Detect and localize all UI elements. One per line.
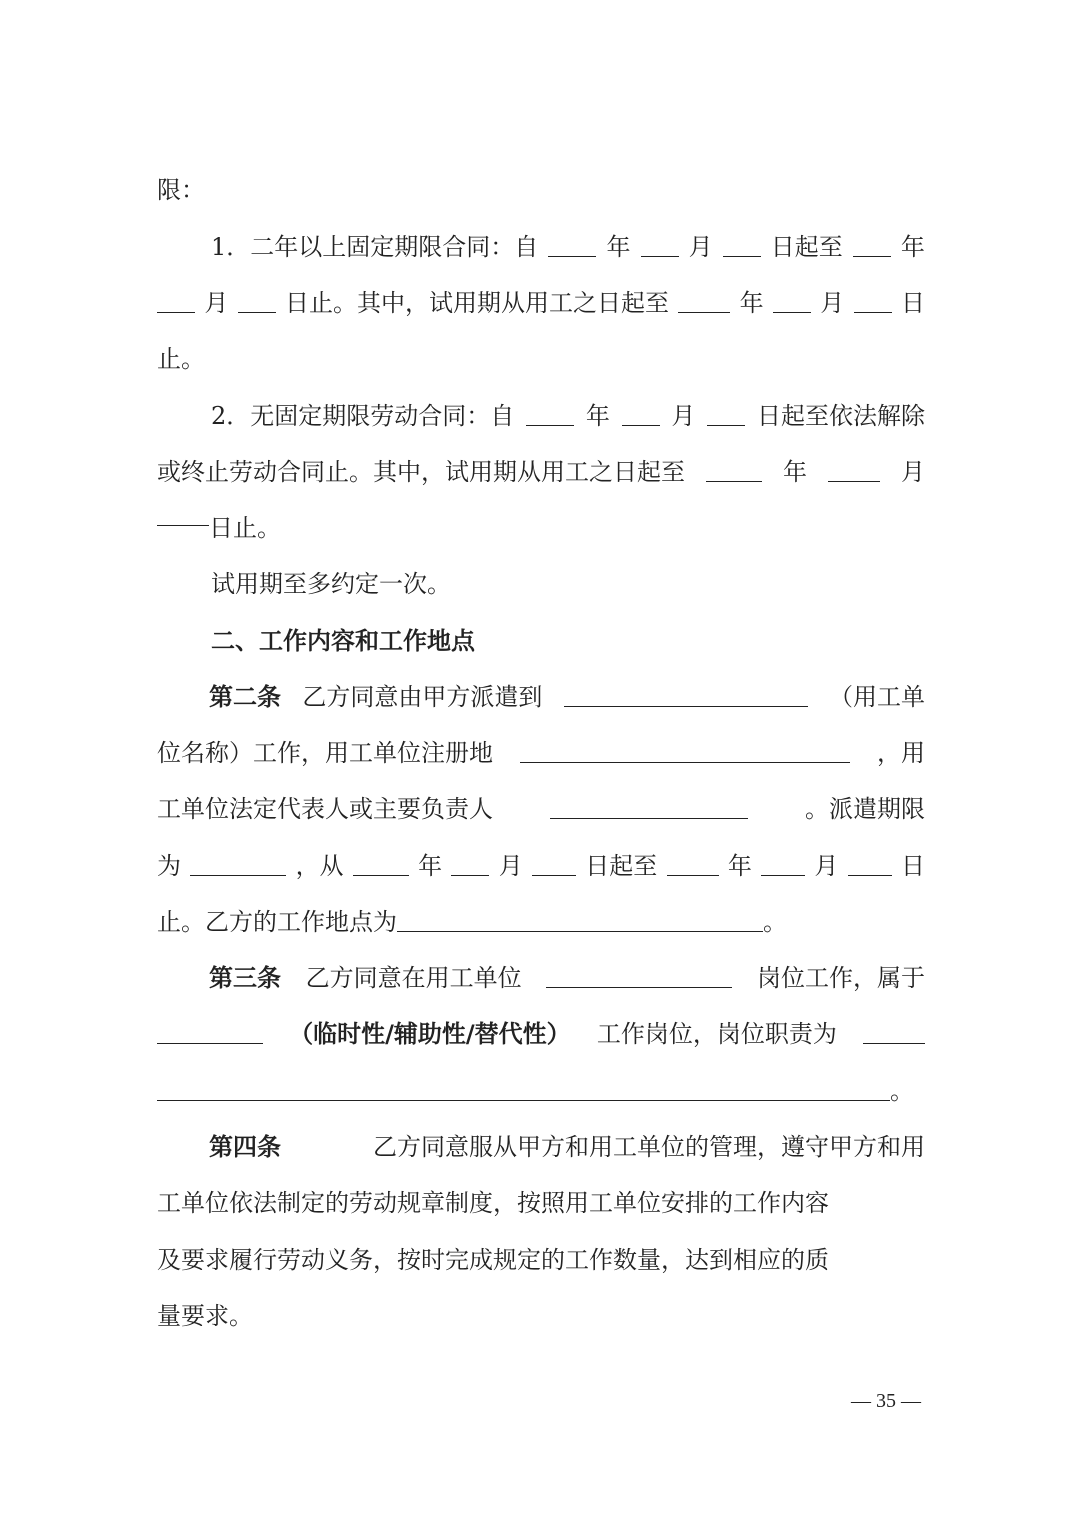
blank-line xyxy=(723,255,761,257)
text-segment: 限： xyxy=(157,176,205,204)
text-segment: 或终止劳动合同止。其中，试用期从用工之日起至 xyxy=(157,458,685,486)
text-segment: ，用 xyxy=(877,739,925,767)
text-segment: 及要求履行劳动义务，按时完成规定的工作数量，达到相应的质 xyxy=(157,1246,829,1274)
text-line xyxy=(211,227,925,267)
text-segment: 年 xyxy=(783,458,807,486)
blank-line xyxy=(157,1042,263,1044)
article-label: 第三条 xyxy=(209,964,281,992)
text-segment: 1．二年以上固定期限合同：自 xyxy=(211,233,539,261)
text-line xyxy=(157,508,925,548)
blank-line xyxy=(761,874,805,876)
text-segment: 工作岗位，岗位职责为 xyxy=(596,1020,837,1048)
text-segment: 。 xyxy=(763,908,787,936)
text-segment: 日 xyxy=(900,852,925,880)
text-segment: 乙方同意服从甲方和用工单位的管理，遵守甲方和用 xyxy=(373,1133,925,1161)
text-segment: 月 xyxy=(204,289,229,317)
blank-line xyxy=(707,424,745,426)
text-segment: 。 xyxy=(890,1077,914,1105)
blank-line xyxy=(520,761,850,763)
text-segment: 为 xyxy=(157,852,181,880)
blank-line xyxy=(546,986,732,988)
text-segment: 日起至 xyxy=(770,233,843,261)
blank-line xyxy=(238,311,276,313)
text-segment: 岗位工作，属于 xyxy=(756,964,925,992)
text-segment: 日 xyxy=(900,289,925,317)
text-line xyxy=(157,170,925,210)
text-segment: 量要求。 xyxy=(157,1302,253,1330)
text-line xyxy=(157,733,925,773)
text-segment: 工单位法定代表人或主要负责人 xyxy=(157,795,493,823)
text-line xyxy=(157,1296,925,1336)
text-segment: 日止。 xyxy=(209,514,281,542)
text-segment: 试用期至多约定一次。 xyxy=(211,570,451,598)
text-segment: 年 xyxy=(739,289,764,317)
text-line xyxy=(157,283,925,323)
text-segment: 日起至依法解除 xyxy=(756,402,925,430)
blank-line xyxy=(863,1042,925,1044)
text-segment: 年 xyxy=(606,233,631,261)
blank-line xyxy=(353,874,409,876)
text-line xyxy=(157,1183,925,1223)
blank-line xyxy=(828,480,880,482)
text-segment: 月 xyxy=(901,458,925,486)
text-segment: 。派遣期限 xyxy=(805,795,925,823)
blank-line xyxy=(157,524,209,526)
text-segment: （用工单 xyxy=(828,683,925,711)
blank-line xyxy=(451,874,489,876)
text-segment: 工单位依法制定的劳动规章制度，按照用工单位安排的工作内容 xyxy=(157,1189,829,1217)
blank-line xyxy=(532,874,576,876)
text-segment: 年 xyxy=(418,852,443,880)
text-segment: 月 xyxy=(820,289,845,317)
text-segment: 日起至 xyxy=(585,852,658,880)
page-number: — 35 — xyxy=(851,1390,921,1412)
text-line xyxy=(211,396,925,436)
blank-line xyxy=(397,930,763,932)
text-line xyxy=(157,789,925,829)
blank-line xyxy=(550,817,748,819)
text-line xyxy=(209,958,925,998)
text-segment: ，从 xyxy=(295,852,344,880)
blank-line xyxy=(667,874,719,876)
text-segment: 月 xyxy=(671,402,696,430)
text-line xyxy=(157,339,925,379)
text-line xyxy=(209,1127,925,1167)
text-segment: 2．无固定期限劳动合同：自 xyxy=(211,402,515,430)
text-segment: 止。 xyxy=(157,345,205,373)
blank-line xyxy=(848,874,892,876)
blank-line xyxy=(190,874,286,876)
article-label: 第四条 xyxy=(209,1133,281,1161)
text-line xyxy=(157,1071,925,1111)
article-label: 第二条 xyxy=(209,683,281,711)
text-segment: 二、工作内容和工作地点 xyxy=(211,627,475,655)
text-segment: 年 xyxy=(900,233,925,261)
blank-line xyxy=(853,255,891,257)
text-line xyxy=(157,846,925,886)
text-line xyxy=(209,677,925,717)
text-segment: 月 xyxy=(814,852,839,880)
text-line xyxy=(157,1240,925,1280)
text-segment: 年 xyxy=(585,402,610,430)
text-segment: （临时性/辅助性/替代性） xyxy=(289,1020,571,1048)
text-segment: 乙方同意由甲方派遣到 xyxy=(302,683,543,711)
text-line xyxy=(157,452,925,492)
blank-line xyxy=(854,311,892,313)
blank-line xyxy=(157,311,195,313)
text-segment: 乙方同意在用工单位 xyxy=(305,964,522,992)
blank-line xyxy=(526,424,574,426)
text-segment: 位名称）工作，用工单位注册地 xyxy=(157,739,493,767)
blank-line xyxy=(641,255,679,257)
section-heading xyxy=(211,621,925,661)
text-segment: 年 xyxy=(727,852,752,880)
text-segment: 月 xyxy=(498,852,523,880)
blank-line xyxy=(564,705,808,707)
text-line xyxy=(157,1014,925,1054)
text-segment: 月 xyxy=(688,233,713,261)
text-line xyxy=(157,902,925,942)
blank-line xyxy=(622,424,660,426)
text-line xyxy=(211,564,925,604)
blank-line xyxy=(706,480,762,482)
blank-line xyxy=(773,311,811,313)
blank-line xyxy=(157,1099,890,1101)
blank-line xyxy=(548,255,596,257)
blank-line xyxy=(678,311,730,313)
text-segment: 日止。其中，试用期从用工之日起至 xyxy=(284,289,669,317)
text-segment: 止。乙方的工作地点为 xyxy=(157,908,397,936)
